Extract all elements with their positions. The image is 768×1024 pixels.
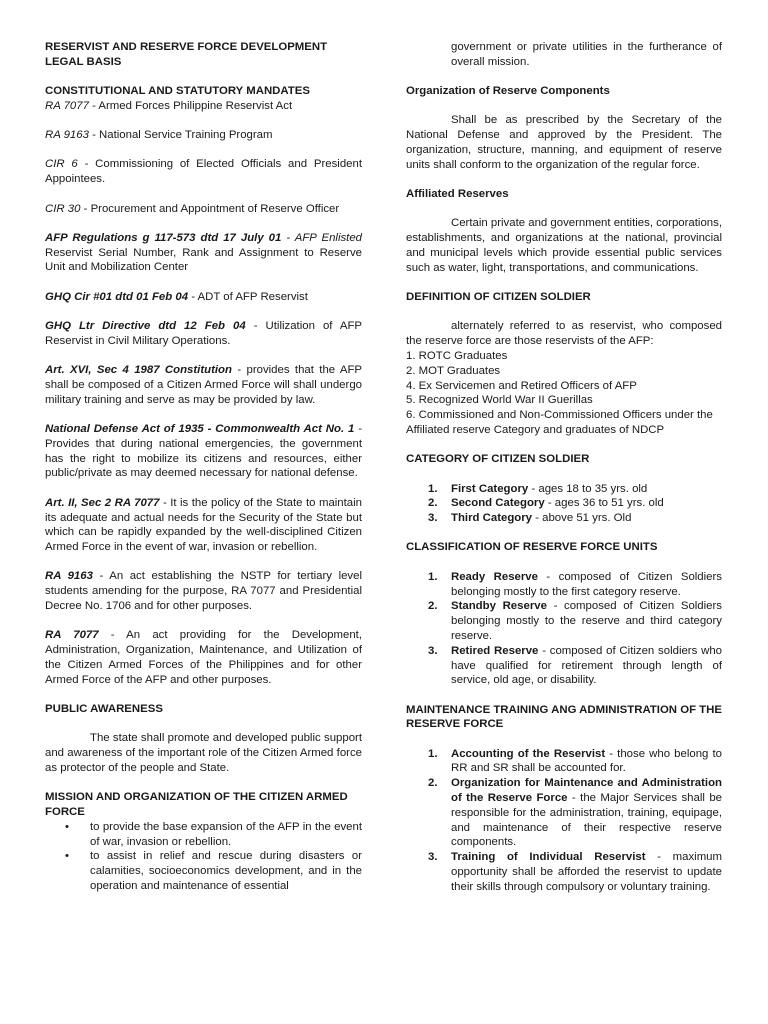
item-number: 2. [428, 497, 438, 510]
affiliated-text: Certain private and government entities, corporations, establishments, and organizations at the national, provincial and municipal levels which provide essential public services such as water, light, transportations, and communications. [406, 217, 722, 274]
mandate-entry [45, 628, 362, 687]
definition-text: alternately referred to as reservist, who composed the reserve force are those reservists of the AFP: [406, 320, 722, 348]
item-label: Second Category [451, 497, 545, 510]
mandate-text: - provides that the AFP shall be composed of a Citizen Armed Force will shall undergo military training and serve as may be provided by law. [45, 364, 362, 406]
list-item: 1. ROTC Graduates [406, 349, 508, 362]
mandate-entry [45, 202, 362, 217]
list-item [406, 776, 722, 850]
mandate-entry [45, 157, 362, 187]
definition-heading: DEFINITION OF CITIZEN SOLDIER [406, 291, 591, 304]
item-label: Training of Individual Reservist [451, 851, 646, 864]
mandate-text: - Utilization of AFP Reservist in Civil Military Operations. [45, 320, 362, 347]
public-awareness-heading: PUBLIC AWARENESS [45, 703, 163, 715]
mandate-ref: Art. XVI, Sec 4 1987 Constitution [45, 364, 232, 377]
list-item: 2. MOT Graduates [406, 364, 501, 377]
mandate-text: - Commissioning of Elected Officials and President Appointees. [45, 158, 362, 186]
list-item [406, 850, 722, 894]
item-text: - those who belong to RR and SR shall be accounted for. [451, 747, 722, 775]
list-item [45, 849, 362, 893]
list-item [406, 747, 722, 777]
mandate-text: - Armed Forces Philippine Reservist Act [88, 99, 293, 112]
item-text: - ages 18 to 35 yrs. old [528, 482, 648, 495]
mandate-entry [45, 496, 362, 555]
item-text: - composed of Citizen soldiers who have qualified for retirement through length of service, old age, or disability. [451, 644, 722, 687]
organization-text: Shall be as prescribed by the Secretary of the National Defense and approved by the President. The organization, structure, manning, and equipment of reserve units shall conform to the organization of the regular force. [406, 114, 722, 171]
mission-item-text: to assist in relief and rescue during disasters or calamities, socioeconomics development, and in the operation and maintenance of essential [90, 850, 362, 892]
public-awareness-text: The state shall promote and developed public support and awareness of the important role of the Citizen Armed force as protector of the people and State. [45, 732, 362, 774]
mandate-entry [45, 319, 362, 349]
mandate-entry [45, 290, 362, 305]
category-list [406, 482, 722, 526]
mandate-ref: RA 9163 [45, 570, 93, 583]
mandate-ref: RA 7077 [45, 99, 89, 112]
mandate-ref-tail: - AFP Enlisted [281, 231, 363, 244]
classification-list [406, 570, 722, 688]
item-number: 1. [428, 482, 438, 495]
item-label: Accounting of the Reservist [451, 747, 606, 760]
item-number: 3. [428, 851, 438, 864]
mandate-text: - ADT of AFP Reservist [188, 290, 308, 303]
item-number: 2. [428, 777, 438, 790]
item-number: 3. [428, 512, 438, 525]
mandate-text: - Provides that during national emergencies, the government has the right to mobilize its citizens and resources, either public/private as may deemed necessary for national defense. [45, 423, 362, 480]
mandate-text: - An act establishing the NSTP for tertiary level students amending for the purpose, RA 7077 and Presidential Decree No. 1706 and for other purposes. [45, 570, 362, 613]
item-number: 1. [428, 570, 438, 583]
mandate-ref: CIR 6 [45, 158, 78, 171]
mandate-text: - It is the policy of the State to maintain its adequate and actual needs for the Security of the State but which can be rapidly expanded by the well-disciplined Citizen Armed Force in the event of war, invasion or rebellion. [45, 496, 363, 554]
mandate-entry [45, 99, 362, 114]
mandate-ref: RA 9163 [45, 129, 89, 142]
mandate-ref: Art. II, Sec 2 RA 7077 [45, 496, 160, 509]
item-label: Ready Reserve [451, 570, 538, 583]
item-text: - composed of Citizen Soldiers belonging mostly to the reserve and third category reserve. [451, 600, 722, 642]
item-text: - maximum opportunity shall be afforded the reservist to update their skills through compulsory or voluntary training. [451, 851, 723, 893]
mission-continuation: government or private utilities in the furtherance of overall mission. [451, 41, 722, 68]
mandate-ref: RA 7077 [45, 629, 99, 642]
affiliated-heading: Affiliated Reserves [406, 188, 509, 201]
mandate-ref: CIR 30 [45, 202, 81, 215]
organization-heading: Organization of Reserve Components [406, 85, 610, 98]
maintenance-list [406, 747, 722, 895]
mandates-heading: CONSTITUTIONAL AND STATUTORY MANDATES [45, 85, 310, 98]
mandate-text: Reservist Serial Number, Rank and Assignment to Reserve Unit and Mobilization Center [45, 246, 362, 274]
list-item [406, 644, 722, 688]
left-column [45, 40, 362, 894]
list-item: 6. Commissioned and Non-Commissioned Officers under the Affiliated reserve Category and graduates of NDCP [406, 409, 713, 436]
list-item [406, 496, 722, 511]
mandate-ref: GHQ Ltr Directive dtd 12 Feb 04 [45, 320, 246, 333]
item-number: 1. [428, 747, 438, 760]
document-subtitle: LEGAL BASIS [45, 55, 122, 68]
mandate-ref: GHQ Cir #01 dtd 01 Feb 04 [45, 290, 189, 303]
document-title: RESERVIST AND RESERVE FORCE DEVELOPMENT [45, 41, 328, 53]
bullet-icon: • [65, 850, 69, 863]
mission-heading: MISSION AND ORGANIZATION OF THE CITIZEN ARMED FORCE [45, 791, 348, 818]
mandate-text: - National Service Training Program [88, 129, 273, 142]
mandate-ref: National Defense Act of 1935 - Commonwealth Act No. 1 [45, 423, 355, 436]
list-item: 4. Ex Servicemen and Retired Officers of AFP [406, 379, 637, 392]
item-label: Organization for Maintenance and Administration of the Reserve Force [451, 777, 722, 805]
category-heading: CATEGORY OF CITIZEN SOLDIER [406, 453, 590, 466]
list-item [406, 599, 722, 643]
item-text: - the Major Services shall be responsible for the administration, training, equipage, and maintenance of their respective reserve components. [451, 792, 722, 849]
mandate-text: - An act providing for the Development, Administration, Organization, Maintenance, and Utilization of the Citizen Armed Forces of the Philippines and for other Armed Force of the AFP and other purposes. [45, 629, 362, 686]
mandate-entry [45, 231, 362, 275]
mandate-text: - Procurement and Appointment of Reserve Officer [80, 202, 340, 215]
item-text: - ages 36 to 51 yrs. old [544, 497, 664, 510]
right-column [406, 40, 722, 909]
list-item: 5. Recognized World War II Guerillas [406, 394, 593, 407]
mandate-entry [45, 422, 362, 481]
mandate-ref: AFP Regulations g 117-573 dtd 17 July 01 [45, 231, 282, 244]
item-text: - composed of Citizen Soldiers belonging mostly to the first category reserve. [451, 570, 723, 598]
list-item [45, 820, 362, 850]
item-label: Standby Reserve [451, 600, 547, 613]
item-label: Retired Reserve [451, 644, 539, 657]
item-number: 3. [428, 644, 438, 657]
mandate-entry [45, 363, 362, 407]
mission-list [45, 820, 362, 894]
mission-item-text: to provide the base expansion of the AFP in the event of war, invasion or rebellion. [90, 820, 362, 848]
bullet-icon: • [65, 820, 69, 833]
list-item [406, 570, 722, 600]
mandate-entry [45, 569, 362, 613]
list-item [406, 511, 722, 526]
item-label: Third Category [451, 512, 533, 525]
definition-list [406, 349, 722, 438]
item-text: - above 51 yrs. Old [532, 512, 632, 525]
mandate-entry [45, 128, 362, 143]
maintenance-heading: MAINTENANCE TRAINING ANG ADMINISTRATION OF THE RESERVE FORCE [406, 703, 722, 731]
item-number: 2. [428, 600, 438, 613]
item-label: First Category [451, 482, 529, 495]
classification-heading: CLASSIFICATION OF RESERVE FORCE UNITS [406, 541, 658, 554]
list-item [406, 482, 722, 497]
